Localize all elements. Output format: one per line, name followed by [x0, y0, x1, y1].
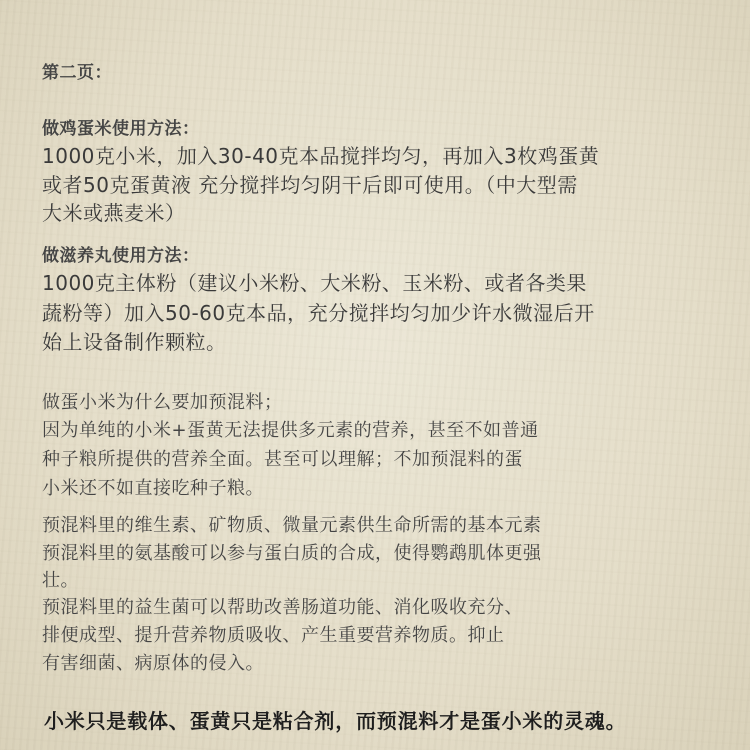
nutrition-pellet-line: 始上设备制作颗粒。	[42, 330, 227, 354]
nutrition-pellet-line: 蔬粉等）加入50-60克本品，充分搅拌均匀加少许水微湿后开	[42, 301, 595, 325]
egg-millet-line: 大米或燕麦米）	[42, 201, 186, 225]
benefits-line: 壮。	[42, 570, 79, 591]
nutrition-pellet-heading: 做滋养丸使用方法：	[42, 246, 200, 266]
conclusion: 小米只是载体、蛋黄只是粘合剂，而预混料才是蛋小米的灵魂。	[44, 709, 627, 733]
nutrition-pellet-line: 1000克主体粉（建议小米粉、大米粉、玉米粉、或者各类果	[42, 271, 587, 295]
why-heading: 做蛋小米为什么要加预混料；	[42, 392, 283, 413]
egg-millet-line: 1000克小米，加入30-40克本品搅拌均匀，再加入3枚鸡蛋黄	[42, 144, 600, 168]
benefits-line: 排便成型、提升营养物质吸收、产生重要营养物质。抑止	[42, 625, 505, 646]
benefits-line: 预混料里的益生菌可以帮助改善肠道功能、消化吸收充分、	[42, 597, 523, 618]
why-line: 种子粮所提供的营养全面。甚至可以理解；不加预混料的蛋	[42, 449, 523, 470]
benefits-line: 预混料里的维生素、矿物质、微量元素供生命所需的基本元素	[42, 515, 542, 536]
page-label: 第二页：	[42, 63, 112, 83]
egg-millet-heading: 做鸡蛋米使用方法：	[42, 119, 200, 139]
why-line: 小米还不如直接吃种子粮。	[42, 478, 264, 499]
why-line: 因为单纯的小米+蛋黄无法提供多元素的营养，甚至不如普通	[42, 420, 539, 441]
benefits-line: 预混料里的氨基酸可以参与蛋白质的合成，使得鹦鹉肌体更强	[42, 543, 542, 564]
egg-millet-line: 或者50克蛋黄液 充分搅拌均匀阴干后即可使用。（中大型需	[42, 173, 578, 197]
benefits-line: 有害细菌、病原体的侵入。	[42, 653, 264, 674]
